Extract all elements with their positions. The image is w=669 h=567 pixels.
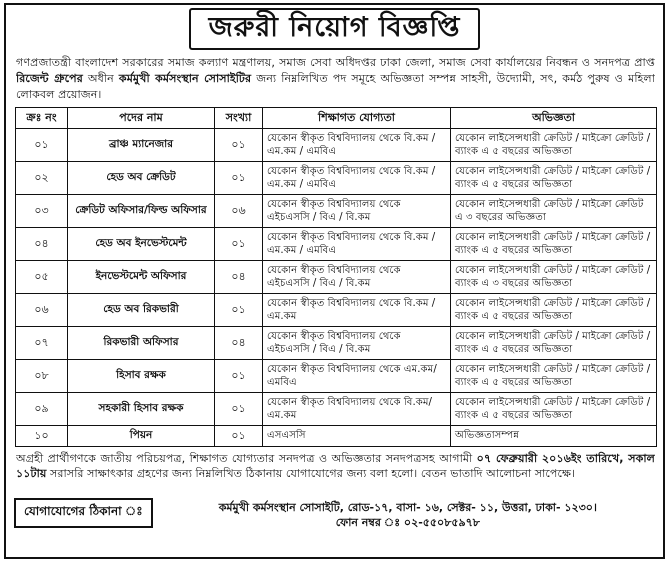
- intro-society: কর্মমুখী কর্মসংস্থান সোসাইটির: [118, 72, 252, 85]
- cell-post: হেড অব রিকভারী: [68, 294, 215, 327]
- cell-post: হেড অব ক্রেডিট: [68, 162, 215, 195]
- salary-note: বেতন ভাতাদি আলোচনা সাপেক্ষে।: [420, 467, 576, 480]
- header-count: সংখ্যা: [215, 108, 263, 129]
- cell-education: যেকোন স্বীকৃত বিশ্ববিদ্যালয় থেকে বি.কম / এম.কম / এমবিএ: [263, 162, 451, 195]
- cell-count: ০১: [215, 228, 263, 261]
- cell-post: রিকভারী অফিসার: [68, 327, 215, 360]
- header-post: পদের নাম: [68, 108, 215, 129]
- footer-text-2: সরাসরি সাক্ষাৎকার গ্রহণের জন্য নিম্নলিখিত ঠিকানায় যোগাযোগের জন্য বলা হলো।: [50, 467, 418, 480]
- cell-sl: ০৭: [16, 327, 68, 360]
- cell-sl: ০৫: [16, 261, 68, 294]
- cell-education: যেকোন স্বীকৃত বিশ্ববিদ্যালয় থেকে বি.কম / এম.কম / এমবিএ: [263, 228, 451, 261]
- cell-count: ০৬: [215, 195, 263, 228]
- cell-sl: ০৮: [16, 360, 68, 393]
- intro-group: রিজেন্ট গ্রুপের: [16, 72, 83, 85]
- cell-post: ইনভেস্টমেন্ট অফিসার: [68, 261, 215, 294]
- cell-education: যেকোন স্বীকৃত বিশ্ববিদ্যালয় থেকে বি.কম / এম.কম / এমবিএ: [263, 129, 451, 162]
- cell-education: যেকোন স্বীকৃত বিশ্ববিদ্যালয় থেকে বি.কম/এম.কম: [263, 393, 451, 426]
- table-row: [16, 327, 657, 360]
- intro-text-1: গণপ্রজাতন্ত্রী বাংলাদেশ সরকারের সমাজ কল্যাণ মন্ত্রণালয়, সমাজ সেবা অধিদপ্তর ঢাকা জেলা, সমাজ সেবা কার্যালয়ের নিবন্ধন ও সনদপত্র প্রাপ্ত: [16, 56, 655, 69]
- cell-post: হেড অব ইনভেস্টমেন্ট: [68, 228, 215, 261]
- cell-experience: অভিজ্ঞতাসম্পন্ন: [451, 426, 657, 447]
- cell-post: পিয়ন: [68, 426, 215, 447]
- cell-experience: যেকোন লাইসেন্সধারী ক্রেডিট / মাইক্রো ক্রেডিট / ব্যাংক এ ৩ বছরের অভিজ্ঞতা: [451, 261, 657, 294]
- contact-info: [153, 500, 663, 530]
- header-sl: ক্রঃ নং: [16, 108, 68, 129]
- intro-text-3: জন্য নিম্নলিখিত পদ সমূহে অভিজ্ঞতা সম্পন্ন সাহসী, উদ্যোমী, সৎ, কর্মঠ পুরুষ ও মহিলা লোকবল প্রয়োজন।: [16, 72, 655, 101]
- cell-sl: ০২: [16, 162, 68, 195]
- cell-experience: যেকোন লাইসেন্সধারী ক্রেডিট / মাইক্রো ক্রেডিট / ব্যাংক এ ৫ বছরের অভিজ্ঞতা: [451, 327, 657, 360]
- footer-paragraph: [16, 451, 655, 497]
- table-row: [16, 162, 657, 195]
- notice-title: জরুরী নিয়োগ বিজ্ঞপ্তি: [189, 8, 481, 50]
- interview-date: ০৭ ফেব্রুয়ারী ২০১৬ইং তারিখে, সকাল ১১টায়: [16, 452, 655, 480]
- cell-post: সহকারী হিসাব রক্ষক: [68, 393, 215, 426]
- cell-count: ০৪: [215, 327, 263, 360]
- cell-education: এসএসসি: [263, 426, 451, 447]
- table-row: [16, 261, 657, 294]
- cell-education: যেকোন স্বীকৃত বিশ্ববিদ্যালয় থেকে এইচএসসি / বিএ / বি.কম: [263, 327, 451, 360]
- table-header-row: [16, 108, 657, 129]
- cell-sl: ১০: [16, 426, 68, 447]
- job-notice: [4, 3, 665, 559]
- contact-section: [14, 498, 663, 530]
- header-experience: অভিজ্ঞতা: [451, 108, 657, 129]
- cell-education: যেকোন স্বীকৃত বিশ্ববিদ্যালয় থেকে বি.কম / এম.কম: [263, 294, 451, 327]
- header-education: শিক্ষাগত যোগ্যতা: [263, 108, 451, 129]
- cell-post: হিসাব রক্ষক: [68, 360, 215, 393]
- title-wrap: [6, 8, 663, 50]
- contact-phone: ফোন নম্বর ঃ ০২-৫৫০৮৫৯৭৮: [335, 516, 480, 529]
- table-row: [16, 426, 657, 447]
- cell-count: ০১: [215, 360, 263, 393]
- table-row: [16, 393, 657, 426]
- table-row: [16, 360, 657, 393]
- cell-experience: যেকোন লাইসেন্সধারী ক্রেডিট / মাইক্রো ক্রেডিট / ব্যাংক এ ৫ বছরের অভিজ্ঞতা: [451, 360, 657, 393]
- jobs-table: [15, 107, 657, 447]
- cell-education: যেকোন স্বীকৃত বিশ্ববিদ্যালয় থেকে এম.কম/এমবিএ: [263, 360, 451, 393]
- footer-text-1: অগ্রহী প্রার্থীগণকে জাতীয় পরিচয়পত্র, শিক্ষাগত যোগ্যতার সনদপত্র ও অভিজ্ঞতার সনদপত্রসহ আগামী: [16, 452, 473, 465]
- cell-sl: ০১: [16, 129, 68, 162]
- cell-count: ০১: [215, 129, 263, 162]
- contact-address: কর্মমুখী কর্মসংস্থান সোসাইটি, রোড-১৭, বাসা- ১৬, সেক্টর- ১১, উত্তরা, ঢাকা- ১২৩০।: [218, 501, 597, 514]
- cell-experience: যেকোন লাইসেন্সধারী ক্রেডিট / মাইক্রো ক্রেডিট / ব্যাংক এ ৫ বছরের অভিজ্ঞতা: [451, 228, 657, 261]
- cell-sl: ০৬: [16, 294, 68, 327]
- cell-count: ০১: [215, 294, 263, 327]
- cell-count: ০৪: [215, 261, 263, 294]
- cell-experience: যেকোন লাইসেন্সধারী ক্রেডিট / মাইক্রো ক্রেডিট এ ৩ বছরের অভিজ্ঞতা: [451, 195, 657, 228]
- table-row: [16, 228, 657, 261]
- cell-education: যেকোন স্বীকৃত বিশ্ববিদ্যালয় থেকে এইচএসসি / বিএ / বি.কম: [263, 261, 451, 294]
- table-row: [16, 195, 657, 228]
- cell-sl: ০৪: [16, 228, 68, 261]
- cell-experience: যেকোন লাইসেন্সধারী ক্রেডিট / মাইক্রো ক্রেডিট / ব্যাংক এ ৫ বছরের অভিজ্ঞতা: [451, 162, 657, 195]
- cell-education: যেকোন স্বীকৃত বিশ্ববিদ্যালয় থেকে এইচএসসি / বিএ / বি.কম: [263, 195, 451, 228]
- cell-post: ক্রেডিট অফিসার/ফিল্ড অফিসার: [68, 195, 215, 228]
- cell-sl: ০৩: [16, 195, 68, 228]
- cell-experience: যেকোন লাইসেন্সধারী ক্রেডিট / মাইক্রো ক্রেডিট / ব্যাংক এ ৫ বছরের অভিজ্ঞতা: [451, 393, 657, 426]
- contact-label: যোগাযোগের ঠিকানা ঃ: [14, 498, 153, 528]
- intro-paragraph: [16, 55, 655, 103]
- cell-count: ০১: [215, 426, 263, 447]
- cell-count: ০১: [215, 162, 263, 195]
- cell-count: ০১: [215, 393, 263, 426]
- cell-post: ব্রাঞ্চ ম্যানেজার: [68, 129, 215, 162]
- cell-experience: যেকোন লাইসেন্সধারী ক্রেডিট / মাইক্রো ক্রেডিট / ব্যাংক এ ৫ বছরের অভিজ্ঞতা: [451, 294, 657, 327]
- intro-text-2: অধীন: [87, 72, 114, 85]
- table-row: [16, 294, 657, 327]
- table-row: [16, 129, 657, 162]
- cell-sl: ০৯: [16, 393, 68, 426]
- cell-experience: যেকোন লাইসেন্সধারী ক্রেডিট / মাইক্রো ক্রেডিট / ব্যাংক এ ৫ বছরের অভিজ্ঞতা: [451, 129, 657, 162]
